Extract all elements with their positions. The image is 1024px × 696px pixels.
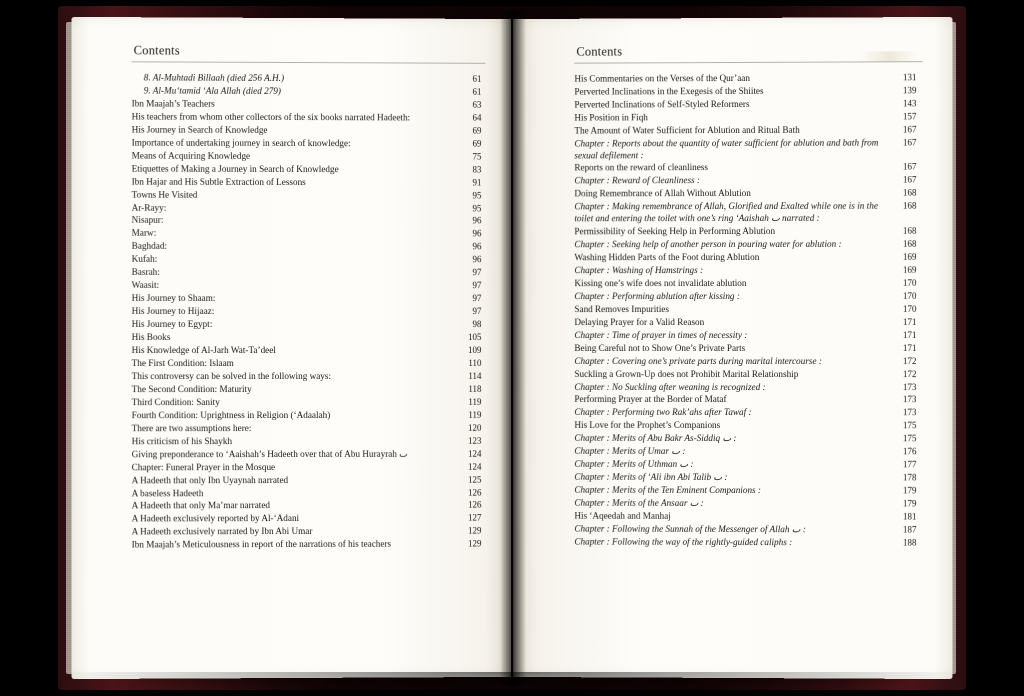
toc-entry xyxy=(574,394,916,406)
toc-entry-title: Chapter : Following the way of the rightly-guided caliphs : xyxy=(574,536,793,548)
toc-entry-title: The Amount of Water Sufficient for Ablution and Ritual Bath xyxy=(574,124,800,136)
toc-entry-page-number: 124 xyxy=(467,461,482,472)
right-heading-rule xyxy=(574,61,922,63)
toc-entry-page-number: 139 xyxy=(902,85,917,96)
toc-entry xyxy=(132,319,482,331)
toc-entry xyxy=(132,150,482,163)
toc-entry xyxy=(132,500,482,513)
toc-entry-page-number: 61 xyxy=(472,73,482,84)
toc-entry-page-number: 61 xyxy=(472,86,482,97)
toc-entry xyxy=(574,201,916,225)
toc-entry-page-number: 96 xyxy=(472,215,482,226)
toc-entry xyxy=(574,252,916,264)
toc-entry-page-number: 170 xyxy=(902,290,917,301)
toc-entry-page-number: 95 xyxy=(472,190,482,200)
toc-entry-title: Ibn Maajah’s Meticulousness in report of the narrations of his teachers xyxy=(131,539,392,550)
toc-entry-title: His Journey in Search of Knowledge xyxy=(131,124,268,135)
toc-entry-title: Means of Acquiring Knowledge xyxy=(131,150,251,161)
toc-entry xyxy=(132,513,482,526)
toc-entry xyxy=(574,536,916,549)
toc-entry-title: Kissing one’s wife does not invalidate ablution xyxy=(574,277,747,289)
toc-entry-page-number: 179 xyxy=(902,485,917,496)
toc-entry xyxy=(574,459,916,471)
toc-entry xyxy=(574,175,916,188)
toc-entry-page-number: 125 xyxy=(467,474,482,485)
toc-entry-page-number: 169 xyxy=(902,251,917,262)
toc-entry xyxy=(574,98,916,111)
toc-entry xyxy=(132,98,482,111)
toc-entry xyxy=(132,163,482,176)
toc-entry-page-number: 118 xyxy=(468,383,482,394)
toc-entry-title: His Love for the Prophet’s Companions xyxy=(574,420,721,431)
toc-entry-page-number: 91 xyxy=(472,177,482,188)
toc-entry xyxy=(574,485,916,497)
toc-entry xyxy=(574,407,916,419)
toc-entry-page-number: 179 xyxy=(902,498,917,509)
toc-entry-page-number: 114 xyxy=(468,370,482,381)
right-toc-list xyxy=(543,72,923,549)
toc-entry xyxy=(574,124,916,137)
toc-entry-title: Etiquettes of Making a Journey in Search of Knowledge xyxy=(131,163,339,174)
toc-entry-page-number: 168 xyxy=(902,187,917,199)
toc-entry-page-number: 69 xyxy=(472,125,482,136)
toc-entry xyxy=(132,397,482,409)
toc-entry-page-number: 105 xyxy=(467,332,482,343)
toc-entry-page-number: 175 xyxy=(902,420,917,431)
toc-entry xyxy=(132,384,482,396)
toc-entry-page-number: 171 xyxy=(902,342,917,353)
toc-entry-title: Perverted Inclinations in the Exegesis of the Shiites xyxy=(574,85,764,97)
toc-entry-title: Chapter : Merits of Abu Bakr As-Siddiq ٮ : xyxy=(574,433,737,444)
toc-entry-page-number: 173 xyxy=(902,407,917,418)
toc-entry xyxy=(574,511,916,524)
toc-entry-page-number: 167 xyxy=(902,137,917,148)
toc-entry-title: Ibn Hajar and His Subtle Extraction of Lessons xyxy=(131,176,306,187)
toc-entry-page-number: 123 xyxy=(467,435,482,446)
toc-entry xyxy=(574,368,916,380)
toc-entry-title: Chapter : Time of prayer in times of necessity : xyxy=(574,329,748,340)
toc-entry-title: Chapter : Merits of the Ten Eminent Companions : xyxy=(574,484,761,496)
toc-entry-title: The First Condition: Islaam xyxy=(131,357,234,369)
book-bottom-shadow xyxy=(58,672,966,692)
toc-entry xyxy=(132,371,482,383)
toc-entry-page-number: 97 xyxy=(472,293,482,304)
toc-entry xyxy=(132,124,482,137)
toc-entry-page-number: 173 xyxy=(902,381,917,392)
toc-entry xyxy=(574,317,916,329)
toc-entry-title: Chapter : No Suckling after weaning is recognized : xyxy=(574,381,766,392)
left-page-heading: Contents xyxy=(133,43,180,58)
toc-entry xyxy=(574,111,916,124)
toc-entry xyxy=(574,498,916,511)
toc-entry-page-number: 120 xyxy=(467,422,482,433)
toc-entry-title: His ‘Aqeedah and Manhaj xyxy=(574,510,671,521)
toc-entry-title: A baseless Hadeeth xyxy=(131,487,204,498)
toc-entry-page-number: 96 xyxy=(472,241,482,252)
toc-entry-title: His Position in Fiqh xyxy=(574,112,648,123)
toc-entry xyxy=(132,345,482,357)
toc-entry-title: Marw: xyxy=(131,228,157,239)
toc-entry xyxy=(132,461,482,473)
toc-entry-page-number: 143 xyxy=(902,98,917,109)
toc-entry-title: Chapter : Merits of Umar ٮ : xyxy=(574,446,686,457)
right-page xyxy=(513,17,953,679)
toc-entry-title: Towns He Visited xyxy=(131,189,198,200)
toc-entry-title: Chapter: Funeral Prayer in the Mosque xyxy=(131,461,276,472)
toc-entry-title: This controversy can be solved in the following ways: xyxy=(131,370,331,382)
toc-entry xyxy=(574,188,916,201)
toc-entry-page-number: 188 xyxy=(902,537,917,548)
toc-entry-page-number: 181 xyxy=(902,511,917,522)
toc-entry xyxy=(574,226,916,238)
toc-entry-page-number: 173 xyxy=(902,394,917,405)
toc-entry-title: Nisapur: xyxy=(131,215,164,226)
toc-entry xyxy=(132,358,482,370)
toc-entry-title: Ibn Maajah’s Teachers xyxy=(131,98,215,109)
toc-entry-title: His Journey to Egypt: xyxy=(131,319,213,330)
toc-entry-page-number: 131 xyxy=(902,72,917,83)
toc-entry-title: The Second Condition: Maturity xyxy=(131,383,252,394)
toc-entry xyxy=(132,72,482,85)
toc-entry xyxy=(132,202,482,214)
toc-entry-title: Chapter : Reward of Cleanliness : xyxy=(574,175,701,186)
toc-entry-page-number: 168 xyxy=(902,200,917,211)
toc-entry-title: Reports on the reward of cleanliness xyxy=(574,162,708,173)
toc-entry xyxy=(574,472,916,484)
toc-entry-page-number: 97 xyxy=(472,280,482,291)
left-page xyxy=(71,17,511,679)
toc-entry-page-number: 175 xyxy=(902,433,917,444)
toc-entry-title: Doing Remembrance of Allah Without Ablution xyxy=(574,188,751,199)
toc-entry-page-number: 171 xyxy=(902,316,917,327)
toc-entry-title: A Hadeeth exclusively reported by Al-‘Adani xyxy=(131,513,300,524)
toc-entry-title: Chapter : Covering one’s private parts during marital intercourse : xyxy=(574,355,822,366)
toc-entry-page-number: 167 xyxy=(902,124,917,135)
toc-entry-page-number: 63 xyxy=(472,99,482,110)
toc-entry xyxy=(132,526,482,539)
toc-entry xyxy=(132,137,482,150)
toc-entry-title: His Journey to Hijaaz: xyxy=(131,306,215,317)
toc-entry xyxy=(574,239,916,251)
toc-entry-page-number: 187 xyxy=(902,524,917,535)
toc-entry-page-number: 69 xyxy=(472,138,482,149)
toc-entry-page-number: 110 xyxy=(468,357,482,368)
left-toc-list xyxy=(106,72,486,551)
toc-entry xyxy=(574,278,916,290)
toc-entry-page-number: 167 xyxy=(902,174,917,186)
toc-entry xyxy=(132,487,482,500)
toc-entry-title: Chapter : Following the Sunnah of the Messenger of Allah ٮ : xyxy=(574,523,806,535)
toc-entry-page-number: 119 xyxy=(468,396,482,407)
toc-entry-title: Chapter : Merits of Uthman ٮ : xyxy=(574,458,694,470)
toc-entry xyxy=(574,381,916,393)
toc-entry-page-number: 171 xyxy=(902,329,917,340)
toc-entry xyxy=(574,446,916,458)
toc-entry xyxy=(132,215,482,227)
toc-entry xyxy=(132,423,482,435)
toc-entry-title: A Hadeeth that only Ibn Uyaynah narrated xyxy=(131,474,289,485)
toc-entry-page-number: 96 xyxy=(472,228,482,239)
toc-entry xyxy=(574,420,916,432)
toc-entry xyxy=(574,85,916,98)
toc-entry xyxy=(132,448,482,460)
toc-entry-page-number: 96 xyxy=(472,254,482,265)
toc-entry-page-number: 64 xyxy=(472,112,482,123)
toc-entry xyxy=(132,293,482,305)
toc-entry-title: Chapter : Performing ablution after kissing : xyxy=(574,290,740,301)
toc-entry-title: Performing Prayer at the Border of Mataf xyxy=(574,394,727,405)
toc-entry xyxy=(132,474,482,486)
toc-entry-page-number: 172 xyxy=(902,368,917,379)
toc-entry-title: Chapter : Reports about the quantity of water sufficient for ablution and bath from sexual defilement : xyxy=(574,137,879,160)
toc-entry xyxy=(574,433,916,445)
toc-entry-page-number: 83 xyxy=(472,164,482,175)
toc-entry-title: Chapter : Merits of the Ansaar ٮ : xyxy=(574,497,704,509)
toc-entry xyxy=(574,137,916,162)
toc-entry-title: Baghdad: xyxy=(131,241,168,252)
toc-entry-page-number: 176 xyxy=(902,446,917,457)
toc-entry xyxy=(132,241,482,253)
toc-entry-title: His criticism of his Shaykh xyxy=(131,435,233,446)
toc-entry-title: Permissibility of Seeking Help in Performing Ablution xyxy=(574,225,776,237)
left-heading-rule xyxy=(132,61,486,64)
toc-entry-page-number: 119 xyxy=(468,409,482,420)
toc-entry-title: A Hadeeth that only Ma’mar narrated xyxy=(131,500,271,511)
toc-entry xyxy=(574,343,916,355)
toc-entry xyxy=(132,539,482,552)
toc-entry-title: His Commentaries on the Verses of the Qur’aan xyxy=(574,72,750,84)
gilt-ornament-icon xyxy=(860,51,918,61)
toc-entry-page-number: 157 xyxy=(902,111,917,122)
toc-entry-title: Importance of undertaking journey in search of knowledge: xyxy=(131,137,351,148)
toc-entry xyxy=(574,356,916,368)
toc-entry xyxy=(132,267,482,279)
toc-entry-title: His Books xyxy=(131,332,171,343)
toc-entry-page-number: 97 xyxy=(472,306,482,317)
toc-entry xyxy=(132,280,482,292)
toc-entry-title: Kufah: xyxy=(131,254,158,265)
toc-entry xyxy=(132,332,482,344)
toc-entry xyxy=(574,291,916,303)
toc-entry-title: Washing Hidden Parts of the Foot during Ablution xyxy=(574,251,760,263)
toc-entry xyxy=(132,306,482,318)
toc-entry xyxy=(574,265,916,277)
toc-entry xyxy=(132,254,482,266)
toc-entry xyxy=(574,162,916,175)
toc-entry-title: There are two assumptions here: xyxy=(131,422,252,433)
toc-entry-page-number: 109 xyxy=(467,345,482,355)
toc-entry xyxy=(132,111,482,124)
toc-entry-page-number: 178 xyxy=(902,472,917,483)
toc-entry-title: 8. Al-Muhtadi Billaah (died 256 A.H.) xyxy=(143,72,285,83)
toc-entry xyxy=(132,189,482,202)
toc-entry-title: Chapter : Performing two Rak’ahs after Tawaf : xyxy=(574,407,752,418)
toc-entry-page-number: 129 xyxy=(467,538,482,549)
toc-entry-title: Suckling a Grown-Up does not Prohibit Marital Relationship xyxy=(574,368,799,379)
toc-entry-title: Ar-Rayy: xyxy=(131,202,167,213)
toc-entry-title: Chapter : Merits of ‘Ali ibn Abi Talib ٮ : xyxy=(574,471,728,483)
toc-entry-page-number: 127 xyxy=(467,512,482,523)
toc-entry-page-number: 126 xyxy=(467,500,482,511)
toc-entry-title: Being Careful not to Show One’s Private Parts xyxy=(574,342,746,353)
toc-entry-title: A Hadeeth exclusively narrated by Ibn Abi Umar xyxy=(131,526,313,537)
toc-entry-title: Giving preponderance to ‘Aaishah’s Hadeeth over that of Abu Hurayrah ٮ xyxy=(131,448,408,459)
toc-entry-page-number: 95 xyxy=(472,202,482,213)
toc-entry-title: Chapter : Seeking help of another person in pouring water for ablution : xyxy=(574,238,842,250)
toc-entry-title: His Knowledge of Al-Jarh Wat-Ta’deel xyxy=(131,345,276,356)
toc-entry-title: Chapter : Making remembrance of Allah, Glorified and Exalted while one is in the toilet and entering the toilet with one’s ring ‘Aaishah ٮ narrated : xyxy=(574,201,878,224)
toc-entry-page-number: 172 xyxy=(902,355,917,366)
toc-entry-page-number: 170 xyxy=(902,303,917,314)
toc-entry xyxy=(132,228,482,240)
toc-entry-title: 9. Al-Mu‘tamid ‘Ala Allah (died 279) xyxy=(143,85,281,96)
toc-entry-page-number: 129 xyxy=(467,525,482,536)
toc-entry-page-number: 167 xyxy=(902,161,917,173)
toc-entry xyxy=(132,176,482,189)
toc-entry xyxy=(574,524,916,537)
toc-entry-title: Waasit: xyxy=(131,280,160,291)
toc-entry-title: Fourth Condition: Uprightness in Religion (‘Adaalah) xyxy=(131,409,331,420)
toc-entry-title: Chapter : Washing of Hamstrings : xyxy=(574,264,704,276)
toc-entry-title: Third Condition: Sanity xyxy=(131,396,220,407)
toc-entry-title: Sand Removes Impurities xyxy=(574,303,670,314)
toc-entry-page-number: 177 xyxy=(902,459,917,470)
toc-entry-page-number: 126 xyxy=(467,487,482,498)
toc-entry xyxy=(132,85,482,98)
toc-entry-title: His Journey to Shaam: xyxy=(131,293,216,304)
toc-entry-page-number: 97 xyxy=(472,267,482,278)
toc-entry-page-number: 170 xyxy=(902,277,917,288)
toc-entry-title: Perverted Inclinations of Self-Styled Reformers xyxy=(574,98,750,110)
toc-entry xyxy=(574,304,916,316)
toc-entry-page-number: 169 xyxy=(902,264,917,275)
toc-entry-title: His teachers from whom other collectors of the six books narrated Hadeeth: xyxy=(131,111,411,123)
right-page-heading: Contents xyxy=(576,44,623,59)
toc-entry-page-number: 98 xyxy=(472,319,482,330)
toc-entry-title: Basrah: xyxy=(131,267,160,278)
toc-entry-page-number: 168 xyxy=(902,238,917,249)
toc-entry xyxy=(574,330,916,342)
toc-entry xyxy=(574,72,916,85)
toc-entry-page-number: 124 xyxy=(467,448,482,459)
toc-entry xyxy=(132,410,482,422)
toc-entry-title: Delaying Prayer for a Valid Reason xyxy=(574,316,705,327)
toc-entry xyxy=(132,435,482,447)
toc-entry-page-number: 75 xyxy=(472,151,482,162)
toc-entry-page-number: 168 xyxy=(902,225,917,236)
